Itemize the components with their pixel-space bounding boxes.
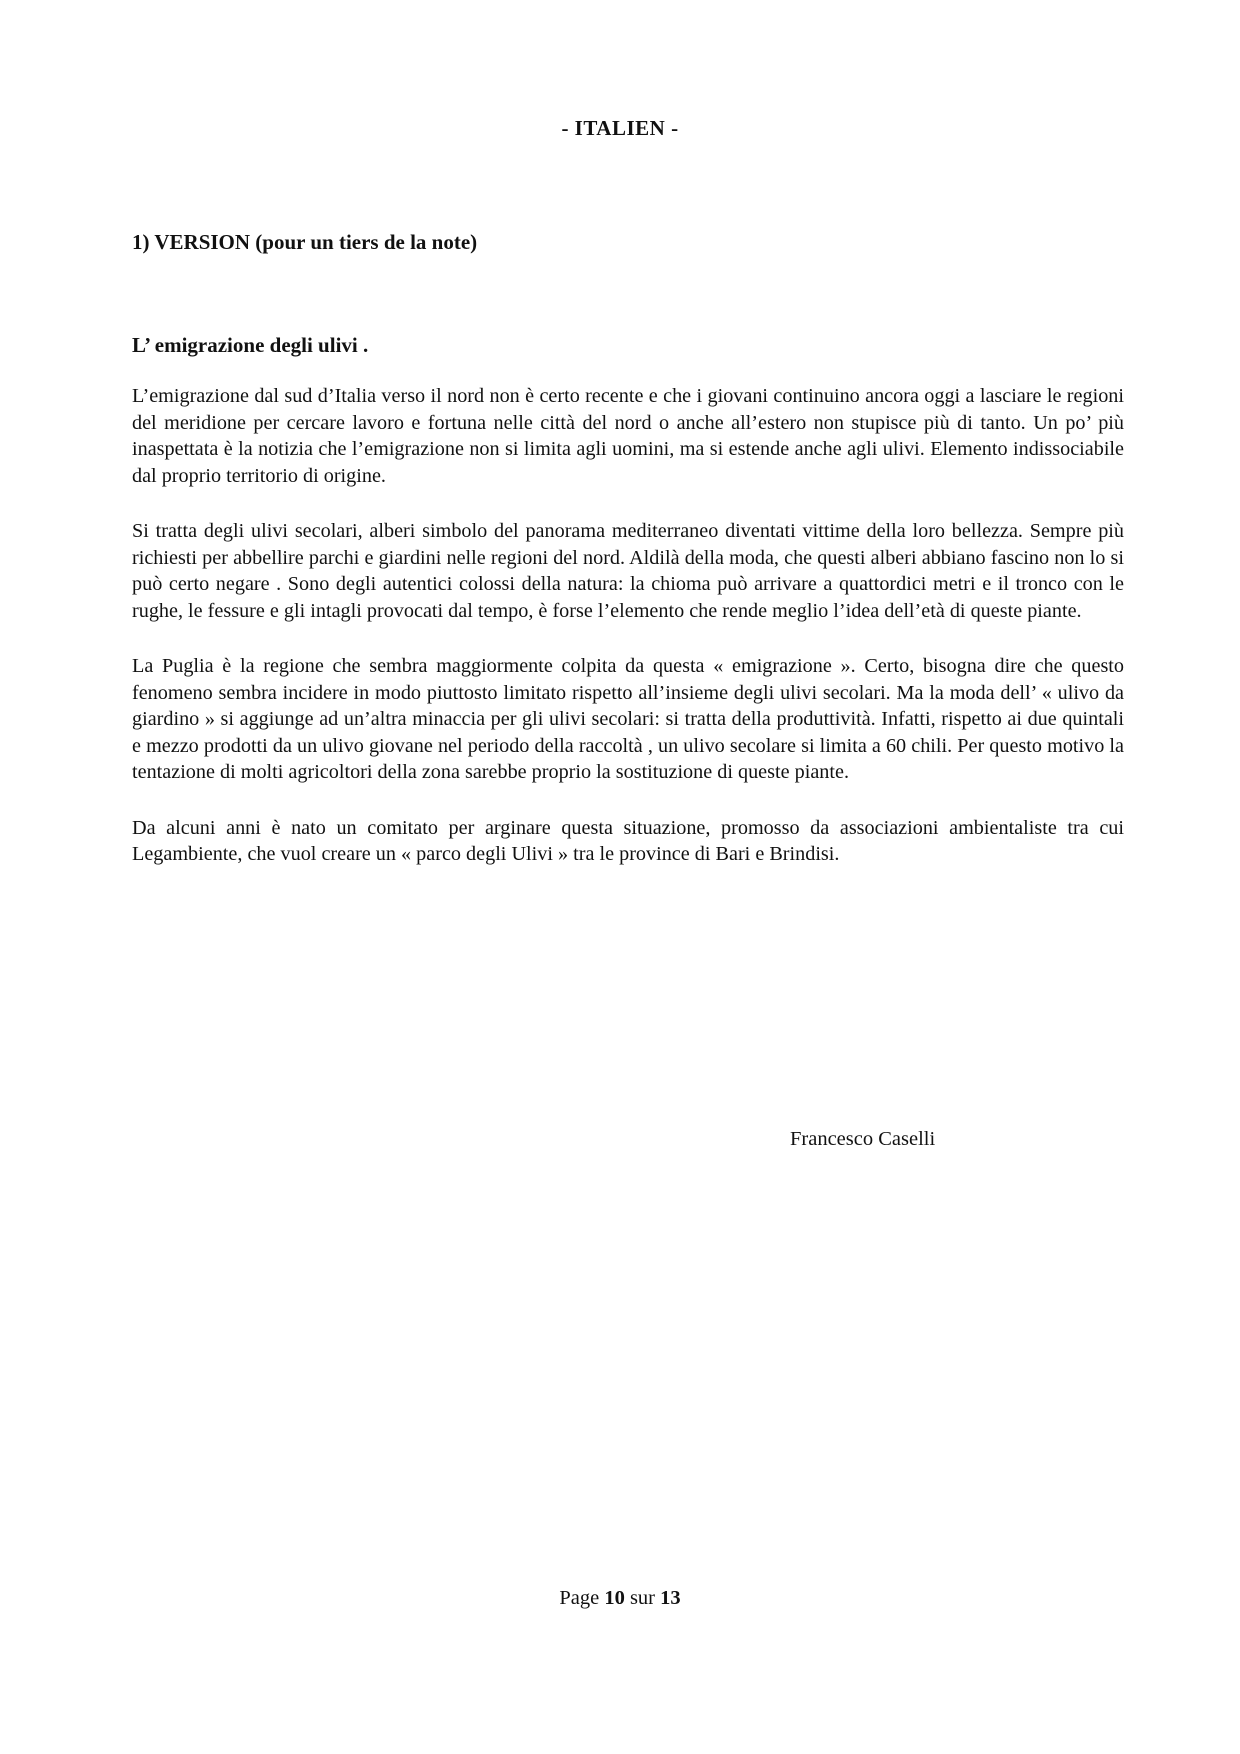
author-signature: Francesco Caselli: [790, 1128, 936, 1150]
article-title: L’ emigrazione degli ulivi .: [132, 333, 369, 357]
page-current: 10: [604, 1587, 625, 1609]
article-paragraph-1: L’emigrazione dal sud d’Italia verso il nord non è certo recente e che i giovani continuino ancora oggi a lasciare le regioni del meridione per cercare lavoro e fortuna nelle città del nord o anche all’estero non stupisce più di tanto. Un po’ più inaspettata è la notizia che l’emigrazione non si limita agli uomini, ma si estende anche agli ulivi. Elemento indissociabile dal proprio territorio di origine.: [132, 385, 1124, 487]
section-heading: 1) VERSION (pour un tiers de la note): [132, 230, 478, 254]
article-paragraph-2: Si tratta degli ulivi secolari, alberi simbolo del panorama mediterraneo diventati vittime della loro bellezza. Sempre più richiesti per abbellire parchi e giardini nelle regioni del nord. Aldilà della moda, che questi alberi abbiano fascino non lo si può certo negare . Sono degli autentici colossi della natura: la chioma può arrivare a quattordici metri e il tronco con le rughe, le fessure e gli intagli provocati dal tempo, è forse l’elemento che rende meglio l’idea dell’età di queste piante.: [132, 520, 1124, 622]
article-body: [132, 383, 1124, 897]
article-paragraph-3: La Puglia è la regione che sembra maggiormente colpita da questa « emigrazione ». Certo, bisogna dire che questo fenomeno sembra incidere in modo piuttosto limitato rispetto all’insieme degli ulivi secolari. Ma la moda dell’ « ulivo da giardino » si aggiunge ad un’altra minaccia per gli ulivi secolari: si tratta della produttività. Infatti, rispetto ai due quintali e mezzo prodotti da un ulivo giovane nel periodo della raccoltà , un ulivo secolare si limita a 60 chili. Per questo motivo la tentazione di molti agricoltori della zona sarebbe proprio la sostituzione di queste piante.: [132, 655, 1124, 783]
page-separator: sur: [629, 1587, 656, 1609]
article-paragraph-4: Da alcuni anni è nato un comitato per arginare questa situazione, promosso da associazioni ambientaliste tra cui Legambiente, che vuol creare un « parco degli Ulivi » tra le province di Bari e Brindisi.: [132, 816, 1124, 865]
page-total: 13: [660, 1587, 681, 1609]
page-footer: [0, 1587, 1240, 1610]
page-prefix: Page: [559, 1587, 600, 1609]
page-header: - ITALIEN -: [561, 116, 679, 140]
